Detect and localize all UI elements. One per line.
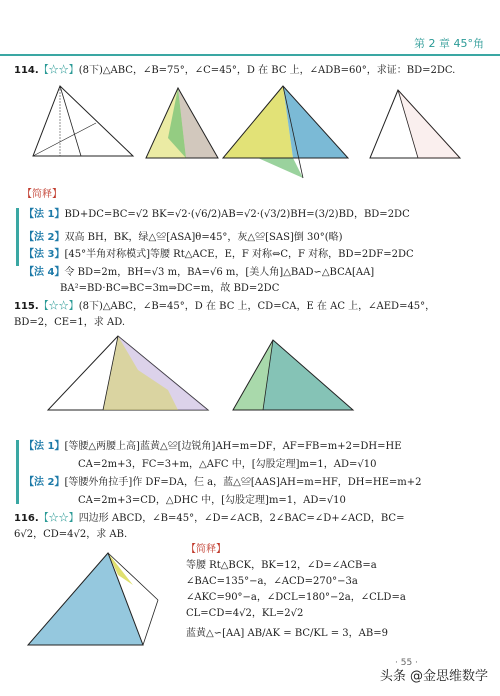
watermark: 头条 @金思维数学 xyxy=(379,669,488,684)
p114-method-1: 【法 1】BD+DC=BC=√2 BK=√2·(√6/2)AB=√2·(√3/2)BH=(3/2)BD，BD=2DC xyxy=(24,209,410,220)
p115-method-1-cont: CA=2m+3，FC=3+m，△AFC 中，[勾股定理]m=1，AD=√10 xyxy=(78,459,377,470)
p114-method-3: 【法 3】[45°半角对称模式]等腰 Rt△ACE，E，F 对称⇔C，F 对称，BD=2DF=2DC xyxy=(24,249,414,260)
p114-method-2: 【法 2】双高 BH，BK，绿△≌[ASA]θ=45°，灰△≌[SAS]倒 30°(略) xyxy=(24,232,343,243)
problem-114-statement: 114.【☆☆】(8下)△ABC，∠B=75°，∠C=45°，D 在 BC 上，∠ADB=60°，求证：BD=2DC. xyxy=(14,65,456,76)
p114-method-4: 【法 4】令 BD=2m，BH=√3 m，BA=√6 m，[美人角]△BAD∽△BCA[AA] xyxy=(24,267,375,278)
p116-line-3: ∠AKC=90°−a，∠DCL=180°−2a，∠CLD=a xyxy=(186,592,406,603)
p116-line-4: CL=CD=4√2，KL=2√2 xyxy=(186,608,304,619)
p116-line-5: 蓝黄△∽[AA] AB/AK = BC/KL = 3，AB=9 xyxy=(186,628,388,639)
problem-114-section-tag: 【简释】 xyxy=(22,189,62,200)
p114-method-4-cont: BA²=BD·BC⇒BC=3m⇒DC=m，故 BD=2DC xyxy=(60,283,280,294)
problem-115-statement: 115.【☆☆】(8下)△ABC，∠B=45°，D 在 BC 上，CD=CA，E 在 AC 上，∠AED=45°， xyxy=(14,301,436,312)
p115-method-1: 【法 1】[等腰△两腰上高]蓝黄△≌[边锐角]AH=m=DF，AF=FB=m+2=DH=HE xyxy=(24,441,402,452)
problem-116-section-tag: 【简释】 xyxy=(186,544,226,555)
method-bar xyxy=(16,208,19,266)
page-number: · 55 · xyxy=(395,658,418,668)
problem-116-statement-2: 6√2，CD=4√2，求 AB. xyxy=(14,529,128,540)
p116-line-2: ∠BAC=135°−a，∠ACD=270°−3a xyxy=(186,576,358,587)
problem-114-figures xyxy=(18,78,488,188)
p115-method-2: 【法 2】[等腰外角拉手]作 DF=DA，仨 a，蓝△≌[AAS]AH=m=HF，DH=HE=m+2 xyxy=(24,477,422,488)
p115-method-2-cont: CA=2m+3=CD，△DHC 中，[勾股定理]m=1，AD=√10 xyxy=(78,495,346,506)
problem-115-figures xyxy=(18,330,488,420)
p116-line-1: 等腰 Rt△BCK，BK=12，∠D=∠ACB=a xyxy=(186,560,377,571)
problem-116-figure xyxy=(18,545,168,655)
header-rule xyxy=(0,54,500,56)
method-bar-115 xyxy=(16,440,19,504)
problem-115-statement-2: BD=2，CE=1，求 AD. xyxy=(14,317,126,328)
chapter-title: 第 2 章 45°角 xyxy=(414,37,484,50)
problem-116-statement: 116.【☆☆】四边形 ABCD，∠B=45°，∠D=∠ACB，2∠BAC=∠D+∠ACD，BC= xyxy=(14,513,405,524)
